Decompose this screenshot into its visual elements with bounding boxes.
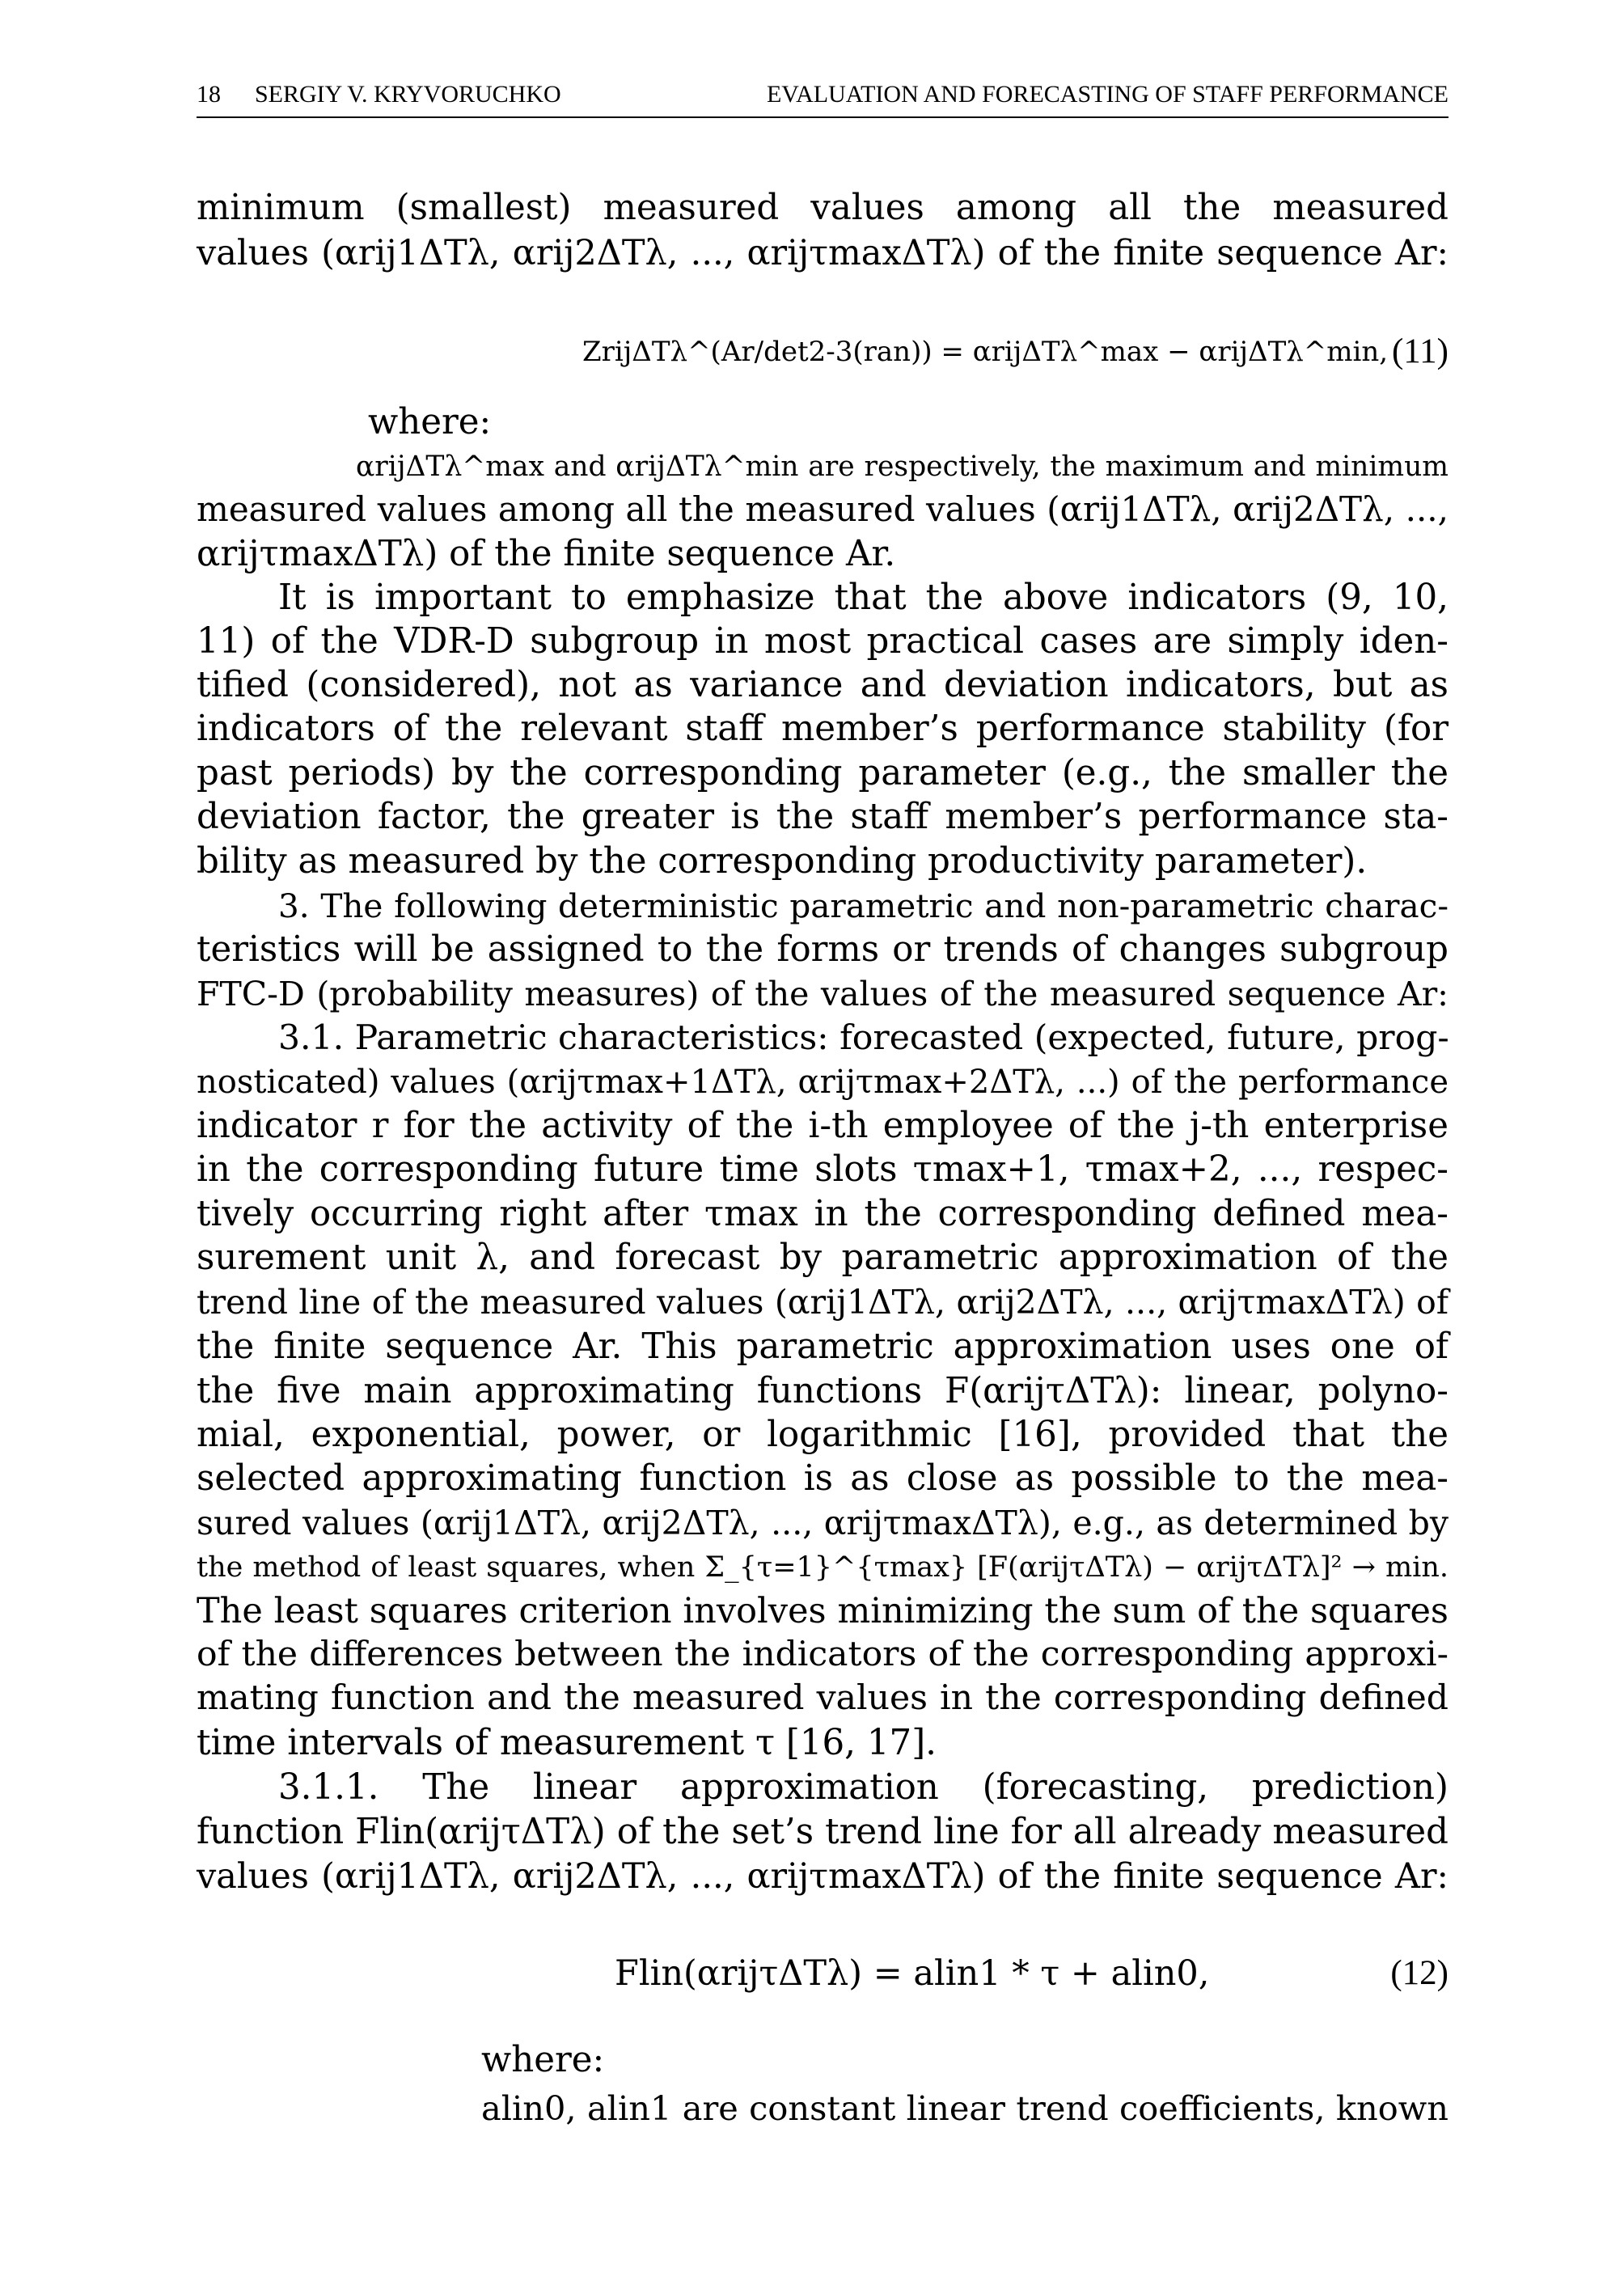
text-line: values (αrij1ΔTλ, αrij2ΔTλ, ..., αrijτmaxΔTλ) of the finite sequence Ar: (197, 1856, 1448, 1897)
running-header (197, 81, 1448, 116)
text-line: of the differences between the indicators of the corresponding approxi- (197, 1635, 1448, 1674)
text-line: past periods) by the corresponding parameter (e.g., the smaller the (197, 753, 1448, 793)
text-line: surement unit λ, and forecast by parametric approximation of the (197, 1237, 1448, 1278)
text-line: mial, exponential, power, or logarithmic [16], provided that the (197, 1415, 1448, 1455)
text-line: sured values (αrij1ΔTλ, αrij2ΔTλ, ..., αrijτmaxΔTλ), e.g., as determined by (197, 1504, 1448, 1542)
text-line: It is important to emphasize that the above indicators (9, 10, (278, 577, 1448, 618)
text-line: function Flin(αrijτΔTλ) of the set’s trend line for all already measured (197, 1812, 1448, 1852)
text-line: tively occurring right after τmax in the corresponding defined mea- (197, 1194, 1448, 1234)
text-line: 11) of the VDR-D subgroup in most practical cases are simply iden- (197, 621, 1448, 662)
text-line: αrijΔTλ^max and αrijΔTλ^min are respectively, the maximum and minimum (356, 451, 1448, 483)
text-line: where: (368, 402, 492, 442)
text-line: where: (481, 2040, 605, 2080)
text-line: measured values among all the measured values (αrij1ΔTλ, αrij2ΔTλ, ..., (197, 489, 1448, 529)
equation-number: (12) (1390, 1954, 1448, 1992)
text-line: the finite sequence Ar. This parametric approximation uses one of (197, 1326, 1448, 1367)
text-line: indicator r for the activity of the i-th employee of the j-th enterprise (197, 1106, 1448, 1146)
running-header-author: SERGIY V. KRYVORUCHKO (255, 81, 561, 108)
text-line: time intervals of measurement τ [16, 17]. (197, 1723, 937, 1763)
text-line: selected approximating function is as close as possible to the mea- (197, 1458, 1448, 1499)
text-line: 3.1. Parametric characteristics: forecasted (expected, future, prog- (278, 1018, 1449, 1058)
text-line: the method of least squares, when Σ_{τ=1}^{τmax} [F(αrijτΔTλ) − αrijτΔTλ]² → min. (197, 1551, 1448, 1584)
text-line: αrijτmaxΔTλ) of the finite sequence Ar. (197, 534, 896, 574)
text-line: the five main approximating functions F(αrijτΔTλ): linear, polyno- (197, 1371, 1448, 1411)
text-line: minimum (smallest) measured values among all the measured (197, 188, 1448, 228)
text-line: in the corresponding future time slots τmax+1, τmax+2, ..., respec- (197, 1149, 1448, 1190)
running-header-title: EVALUATION AND FORECASTING OF STAFF PERFORMANCE (766, 81, 1448, 108)
text-line: deviation factor, the greater is the staff member’s performance sta- (197, 797, 1448, 837)
equation-number: (11) (1391, 332, 1448, 370)
text-line: mating function and the measured values in the corresponding defined (197, 1678, 1448, 1718)
text-line: trend line of the measured values (αrij1ΔTλ, αrij2ΔTλ, ..., αrijτmaxΔTλ) of (197, 1283, 1448, 1322)
text-line: values (αrij1ΔTλ, αrij2ΔTλ, ..., αrijτmaxΔTλ) of the finite sequence Ar: (197, 233, 1448, 273)
text-line: tified (considered), not as variance and deviation indicators, but as (197, 665, 1448, 705)
text-line: 3. The following deterministic parametric and non-parametric charac- (278, 886, 1448, 925)
text-line: 3.1.1. The linear approximation (forecasting, prediction) (278, 1767, 1448, 1808)
equation-12: Flin(αrijτΔTλ) = alin1 * τ + alin0, (615, 1953, 1210, 1994)
text-line: indicators of the relevant staff member’s performance stability (for (197, 709, 1448, 749)
page-number: 18 (197, 81, 221, 108)
text-line: teristics will be assigned to the forms or trends of changes subgroup (197, 929, 1448, 970)
text-line: nosticated) values (αrijτmax+1ΔTλ, αrijτmax+2ΔTλ, ...) of the performance (197, 1064, 1448, 1101)
equation-11: ZrijΔTλ^(Ar/det2-3(ran)) = αrijΔTλ^max − αrijΔTλ^min, (582, 336, 1389, 368)
text-line: The least squares criterion involves minimizing the sum of the squares (197, 1591, 1448, 1631)
text-line: FTC-D (probability measures) of the values of the measured sequence Ar: (197, 975, 1448, 1013)
text-line: bility as measured by the corresponding productivity parameter). (197, 841, 1368, 882)
text-line: alin0, alin1 are constant linear trend coefficients, known (481, 2088, 1448, 2128)
header-rule (197, 116, 1448, 118)
